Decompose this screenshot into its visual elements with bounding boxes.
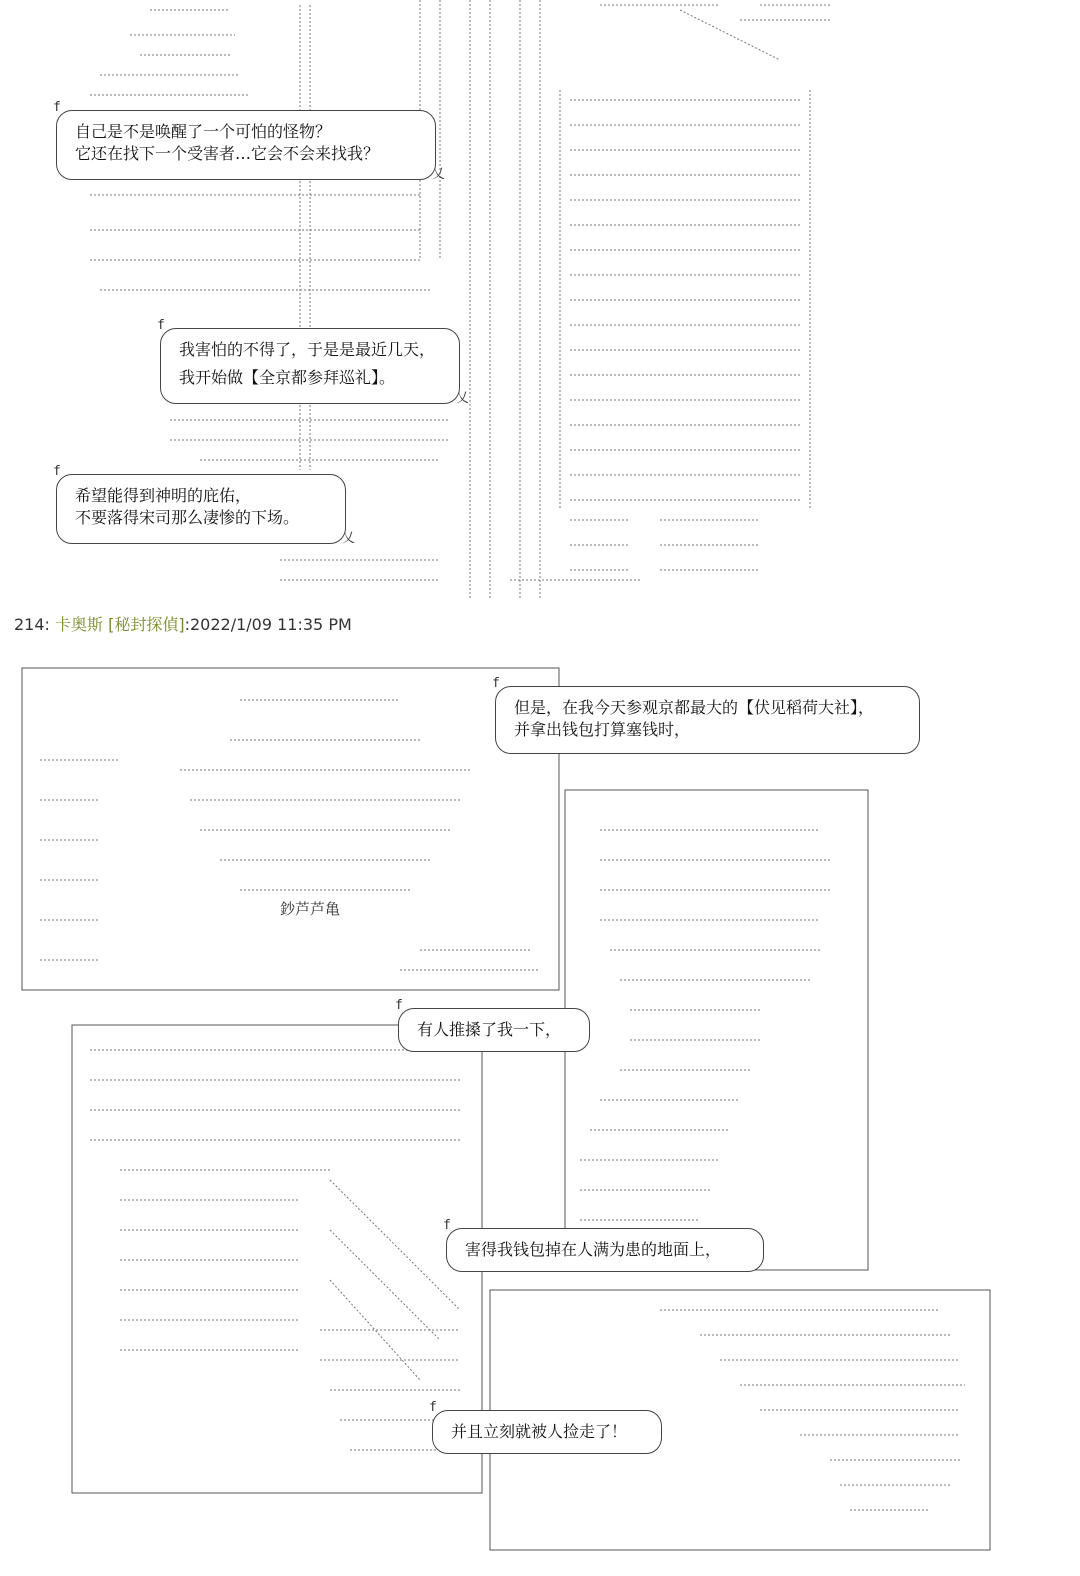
bubble-text-line: 它还在找下一个受害者…它会不会来找我？ bbox=[75, 144, 380, 163]
bubble-text-line: 不要落得宋司那么凄惨的下场。 bbox=[75, 508, 300, 527]
bubble-tail-mark: f bbox=[395, 998, 403, 1013]
bubble-tail-mark: f bbox=[53, 464, 61, 479]
bubble-tail-mark: f bbox=[492, 676, 500, 691]
bubble-text-line: 有人推搡了我一下， bbox=[417, 1020, 562, 1039]
post-date: :2022/1/09 11:35 PM bbox=[184, 615, 352, 634]
bubble-text-line: 害得我钱包掉在人满为患的地面上， bbox=[465, 1240, 722, 1259]
bubble-tail-mark: f bbox=[157, 318, 165, 333]
bubble-tail-mark: 乂 bbox=[455, 391, 469, 406]
bubble-text-line: 并拿出钱包打算塞钱时， bbox=[514, 720, 691, 739]
post-number-separator: : bbox=[44, 615, 50, 634]
bubble-tail-mark: f bbox=[443, 1218, 451, 1233]
bubble-text-line: 我开始做【全京都参拜巡礼】。 bbox=[179, 368, 396, 387]
speech-bubble-pushed bbox=[395, 998, 590, 1052]
post-header bbox=[14, 614, 352, 636]
bubble-tail-mark: f bbox=[53, 100, 61, 115]
speech-bubble-picked-up bbox=[429, 1400, 662, 1454]
bubble-text-line: 并且立刻就被人捡走了！ bbox=[451, 1422, 628, 1441]
post-number: 214 bbox=[14, 615, 45, 634]
bubble-tail-mark: 乂 bbox=[431, 167, 445, 182]
bubble-tail-mark: 乂 bbox=[341, 531, 355, 546]
speech-bubble-blessing bbox=[53, 464, 355, 546]
speech-bubble-fear bbox=[53, 100, 445, 182]
bubble-text-line: 希望能得到神明的庇佑， bbox=[75, 486, 252, 505]
bubble-tail-mark: f bbox=[429, 1400, 437, 1415]
speech-bubble-pilgrimage bbox=[157, 318, 469, 406]
bubble-text-line: 自己是不是唤醒了一个可怕的怪物？ bbox=[75, 122, 332, 141]
speech-bubble-wallet-dropped bbox=[443, 1218, 764, 1272]
speech-bubble-fushimi-inari bbox=[492, 676, 920, 754]
bubble-text-line: 但是，在我今天参观京都最大的【伏见稻荷大社】， bbox=[514, 698, 875, 717]
post-author[interactable]: 卡奥斯 [秘封探偵] bbox=[55, 615, 185, 634]
bubble-text-line: 我害怕的不得了，于是是最近几天， bbox=[179, 340, 436, 359]
fox-statue-inscription: 鈔芦芦亀 bbox=[280, 900, 341, 918]
